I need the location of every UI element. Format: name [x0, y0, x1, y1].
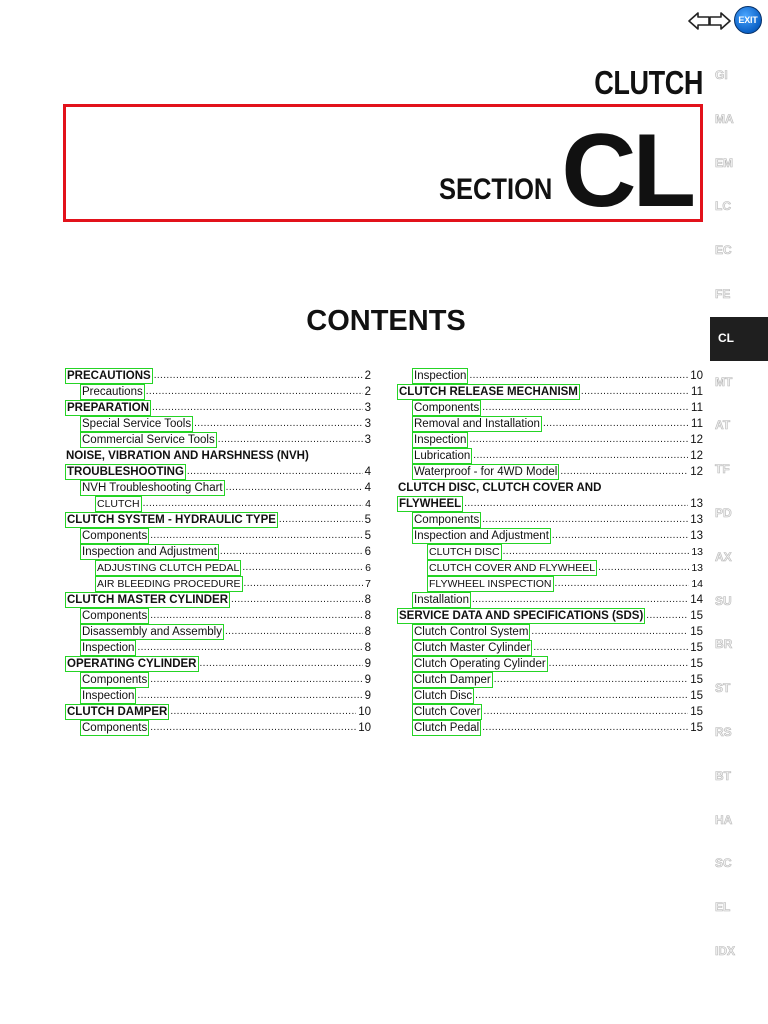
toc-entry[interactable]: [398, 383, 703, 399]
side-tab-gi[interactable]: GI: [715, 68, 728, 82]
dot-leader: [150, 675, 362, 687]
toc-entry[interactable]: [398, 479, 703, 495]
toc-entry-continued[interactable]: [398, 495, 703, 511]
side-tab-fe[interactable]: FE: [715, 286, 731, 301]
toc-page-number: 2: [364, 386, 371, 398]
toc-entry[interactable]: [398, 415, 703, 431]
dot-leader: [555, 579, 690, 591]
dot-leader: [560, 467, 688, 479]
toc-page-number: 6: [365, 562, 371, 574]
toc-entry[interactable]: [398, 463, 703, 479]
dot-leader: [137, 691, 362, 703]
side-tab-st[interactable]: ST: [715, 681, 731, 696]
toc-entry[interactable]: [66, 639, 371, 655]
dot-leader: [469, 371, 688, 383]
toc-entry-label[interactable]: CLUTCH: [97, 498, 140, 510]
toc-entry[interactable]: [398, 671, 703, 687]
dot-leader: [503, 547, 690, 559]
toc-entry[interactable]: [66, 447, 371, 463]
toc-entry-label[interactable]: Commercial Service Tools: [82, 434, 215, 446]
toc-entry[interactable]: [398, 655, 703, 671]
toc-page-number: 2: [364, 370, 371, 382]
toc-page-number: 9: [364, 658, 371, 670]
toc-entry[interactable]: [398, 511, 703, 527]
side-tab-sc[interactable]: SC: [715, 856, 732, 871]
side-tab-idx[interactable]: IDX: [715, 943, 736, 958]
toc-page-number: 11: [691, 402, 703, 414]
toc-entry-label[interactable]: Waterproof - for 4WD Model: [414, 466, 558, 478]
toc-page-number: 13: [690, 530, 703, 542]
toc-entry-label[interactable]: Clutch Operating Cylinder: [414, 658, 546, 670]
dot-leader: [646, 611, 688, 623]
toc-entry-label[interactable]: CLUTCH SYSTEM - HYDRAULIC TYPE: [67, 514, 276, 526]
toc-entry-label[interactable]: FLYWHEEL: [399, 498, 462, 510]
dot-leader: [226, 483, 363, 495]
toc-page-number: 15: [690, 642, 703, 654]
toc-entry-label[interactable]: CLUTCH MASTER CYLINDER: [67, 594, 228, 606]
toc-entry[interactable]: [398, 367, 703, 383]
toc-entry-label[interactable]: Inspection: [414, 370, 467, 382]
dot-leader: [473, 451, 688, 463]
dot-leader: [220, 547, 363, 559]
toc-right-column: [398, 367, 703, 735]
side-tab-mt[interactable]: MT: [715, 374, 733, 389]
dot-leader: [482, 515, 688, 527]
toc-page-number: 5: [364, 514, 371, 526]
toc-entry[interactable]: [66, 719, 371, 735]
section-index-tabs: [710, 54, 768, 974]
toc-page-number: 6: [364, 546, 371, 558]
dot-leader: [242, 563, 363, 575]
dot-leader: [137, 643, 362, 655]
toc-entry-label[interactable]: Clutch Master Cylinder: [414, 642, 531, 654]
toc-page-number: 9: [364, 674, 371, 686]
dot-leader: [152, 403, 363, 415]
toc-entry-label[interactable]: CLUTCH COVER AND FLYWHEEL: [429, 562, 596, 574]
toc-entry-label[interactable]: NOISE, VIBRATION AND HARSHNESS (NVH): [66, 450, 309, 462]
toc-page-number: 8: [364, 594, 371, 606]
toc-page-number: 15: [690, 626, 703, 638]
toc-entry-label[interactable]: Special Service Tools: [82, 418, 192, 430]
dot-leader: [143, 499, 364, 511]
toc-entry[interactable]: [66, 607, 371, 623]
dot-leader: [170, 707, 356, 719]
toc-entry[interactable]: [66, 479, 371, 495]
toc-entry-label[interactable]: Disassembly and Assembly: [82, 626, 222, 638]
toc-page-number: 15: [690, 610, 703, 622]
dot-leader: [218, 435, 363, 447]
toc-entry-label[interactable]: Clutch Pedal: [414, 722, 480, 734]
arrow-left-icon[interactable]: [688, 11, 710, 31]
toc-entry[interactable]: [66, 511, 371, 527]
toc-page-number: 10: [690, 370, 703, 382]
toc-page-number: 4: [364, 466, 371, 478]
toc-entry-label[interactable]: TROUBLESHOOTING: [67, 466, 184, 478]
toc-entry-label[interactable]: Clutch Cover: [414, 706, 481, 718]
toc-entry[interactable]: [66, 591, 371, 607]
toc-entry-label[interactable]: FLYWHEEL INSPECTION: [429, 578, 552, 590]
side-tab-lc[interactable]: LC: [715, 199, 731, 214]
toc-left-column: [66, 367, 371, 735]
dot-leader: [531, 627, 688, 639]
dot-leader: [464, 499, 688, 511]
toc-entry-continued[interactable]: [66, 463, 371, 479]
side-tab-ha[interactable]: HA: [715, 812, 733, 827]
toc-entry-label[interactable]: NVH Troubleshooting Chart: [82, 482, 223, 494]
toc-page-number: 8: [364, 610, 371, 622]
side-tab-at[interactable]: AT: [715, 418, 731, 433]
side-tab-rs[interactable]: RS: [715, 724, 732, 739]
toc-entry[interactable]: [66, 575, 371, 591]
toc-entry-label[interactable]: CLUTCH RELEASE MECHANISM: [399, 386, 578, 398]
toc-entry-label[interactable]: CLUTCH DAMPER: [67, 706, 168, 718]
exit-button[interactable]: EXIT: [734, 6, 762, 34]
toc-page-number: 13: [690, 514, 703, 526]
dot-leader: [150, 723, 356, 735]
toc-page-number: 3: [364, 402, 371, 414]
toc-page-number: 14: [691, 578, 703, 590]
toc-entry-label[interactable]: Components: [82, 610, 148, 622]
toc-entry[interactable]: [66, 527, 371, 543]
dot-leader: [231, 595, 363, 607]
toc-page-number: 4: [365, 498, 371, 510]
dot-leader: [194, 419, 363, 431]
arrow-right-icon[interactable]: [709, 11, 731, 31]
toc-entry[interactable]: [66, 623, 371, 639]
side-tab-pd[interactable]: PD: [715, 505, 732, 520]
dot-leader: [533, 643, 688, 655]
toc-entry[interactable]: [398, 703, 703, 719]
toc-page-number: 15: [690, 690, 703, 702]
toc-entry-label[interactable]: Clutch Damper: [414, 674, 491, 686]
toc-entry[interactable]: [66, 431, 371, 447]
toc-entry[interactable]: [398, 591, 703, 607]
toc-entry[interactable]: [66, 495, 371, 511]
toc-entry-label[interactable]: Inspection: [82, 690, 135, 702]
toc-entry[interactable]: [66, 415, 371, 431]
toc-entry-label[interactable]: Inspection: [414, 434, 467, 446]
toc-page-number: 10: [358, 706, 371, 718]
toc-entry-label[interactable]: PREPARATION: [67, 402, 149, 414]
toc-entry-label[interactable]: Inspection: [82, 642, 135, 654]
toc-entry[interactable]: [398, 527, 703, 543]
toc-page-number: 15: [690, 674, 703, 686]
toc-entry-label[interactable]: Components: [82, 530, 148, 542]
side-tab-su[interactable]: SU: [715, 593, 732, 608]
toc-entry-label[interactable]: Precautions: [82, 386, 143, 398]
toc-entry-label[interactable]: Components: [82, 722, 148, 734]
toc-entry-label[interactable]: OPERATING CYLINDER: [67, 658, 197, 670]
toc-entry[interactable]: [66, 687, 371, 703]
toc-entry[interactable]: [398, 543, 703, 559]
dot-leader: [549, 659, 689, 671]
side-tab-cl[interactable]: CL: [710, 317, 768, 361]
section-code: CL: [561, 113, 692, 229]
side-tab-el[interactable]: EL: [715, 900, 731, 915]
dot-leader: [494, 675, 689, 687]
dot-leader: [483, 707, 688, 719]
side-tab-em[interactable]: EM: [715, 155, 733, 170]
toc-page-number: 12: [690, 450, 703, 462]
dot-leader: [482, 723, 688, 735]
toc-entry[interactable]: [66, 703, 371, 719]
toc-entry-label[interactable]: CLUTCH DISC, CLUTCH COVER AND: [398, 482, 602, 494]
toc-entry[interactable]: [398, 431, 703, 447]
dot-leader: [150, 611, 362, 623]
toc-entry[interactable]: [66, 399, 371, 415]
toc-entry[interactable]: [66, 367, 371, 383]
section-label: SECTION: [438, 173, 552, 206]
dot-leader: [150, 531, 362, 543]
toc-entry-label[interactable]: Inspection and Adjustment: [414, 530, 549, 542]
toc-entry-label[interactable]: Installation: [414, 594, 469, 606]
dot-leader: [543, 419, 689, 431]
toc-page-number: 15: [690, 722, 703, 734]
toc-page-number: 8: [364, 626, 371, 638]
dot-leader: [154, 371, 363, 383]
dot-leader: [146, 387, 363, 399]
toc-entry-label[interactable]: ADJUSTING CLUTCH PEDAL: [97, 562, 240, 574]
toc-page-number: 15: [690, 658, 703, 670]
toc-entry-label[interactable]: Inspection and Adjustment: [82, 546, 217, 558]
toc-page-number: 8: [364, 642, 371, 654]
side-tab-br[interactable]: BR: [715, 637, 733, 652]
toc-page-number: 15: [690, 706, 703, 718]
toc-page-number: 13: [691, 546, 703, 558]
toc-entry-label[interactable]: PRECAUTIONS: [67, 370, 151, 382]
contents-heading: CONTENTS: [306, 305, 466, 337]
section-banner: [63, 104, 703, 229]
toc-entry[interactable]: [398, 607, 703, 623]
dot-leader: [475, 691, 688, 703]
toc-entry[interactable]: [66, 383, 371, 399]
toc-entry[interactable]: [66, 671, 371, 687]
toc-page-number: 5: [364, 530, 371, 542]
toc-entry[interactable]: [398, 575, 703, 591]
dot-leader: [581, 387, 689, 399]
toc-page-number: 13: [690, 498, 703, 510]
side-tab-ma[interactable]: MA: [715, 111, 734, 126]
toc-entry-label[interactable]: Components: [82, 674, 148, 686]
toc-page-number: 7: [365, 578, 371, 590]
toc-page-number: 12: [690, 434, 703, 446]
toc-entry[interactable]: [66, 559, 371, 575]
toc-entry[interactable]: [398, 639, 703, 655]
toc-entry-label[interactable]: Components: [414, 402, 480, 414]
toc-page-number: 3: [364, 418, 371, 430]
toc-entry[interactable]: [398, 719, 703, 735]
side-tab-bt[interactable]: BT: [715, 768, 731, 783]
dot-leader: [187, 467, 363, 479]
toc-entry[interactable]: [398, 687, 703, 703]
toc-entry[interactable]: [398, 623, 703, 639]
side-tab-ax[interactable]: AX: [715, 549, 732, 564]
toc-page-number: 13: [691, 562, 703, 574]
dot-leader: [472, 595, 688, 607]
toc-page-number: 10: [358, 722, 371, 734]
toc-page-number: 11: [691, 386, 703, 398]
toc-entry-label[interactable]: Removal and Installation: [414, 418, 540, 430]
toc-page-number: 11: [691, 418, 703, 430]
toc-entry-label[interactable]: Clutch Control System: [414, 626, 529, 638]
toc-page-number: 9: [364, 690, 371, 702]
toc-entry[interactable]: [398, 447, 703, 463]
toc-entry[interactable]: [66, 655, 371, 671]
dot-leader: [279, 515, 363, 527]
dot-leader: [482, 403, 689, 415]
dot-leader: [469, 435, 688, 447]
dot-leader: [225, 627, 363, 639]
dot-leader: [598, 563, 689, 575]
toc-entry-label[interactable]: CLUTCH DISC: [429, 546, 500, 558]
toc-entry-label[interactable]: AIR BLEEDING PROCEDURE: [97, 578, 241, 590]
page-title: CLUTCH: [594, 64, 703, 101]
dot-leader: [552, 531, 688, 543]
toc-page-number: 3: [364, 434, 371, 446]
toc-page-number: 12: [690, 466, 703, 478]
toc-entry-label[interactable]: Components: [414, 514, 480, 526]
page-navigation: [688, 6, 764, 36]
toc-entry-label[interactable]: Clutch Disc: [414, 690, 473, 702]
toc-entry[interactable]: [398, 559, 703, 575]
side-tab-ec[interactable]: EC: [715, 243, 732, 258]
toc-entry-label[interactable]: Lubrication: [414, 450, 471, 462]
toc-entry[interactable]: [66, 543, 371, 559]
toc-page-number: 4: [364, 482, 371, 494]
side-tab-tf[interactable]: TF: [715, 462, 730, 477]
toc-page-number: 14: [690, 594, 703, 606]
toc-entry[interactable]: [398, 399, 703, 415]
dot-leader: [244, 579, 364, 591]
toc-entry-label[interactable]: SERVICE DATA AND SPECIFICATIONS (SDS): [399, 610, 644, 622]
dot-leader: [200, 659, 363, 671]
